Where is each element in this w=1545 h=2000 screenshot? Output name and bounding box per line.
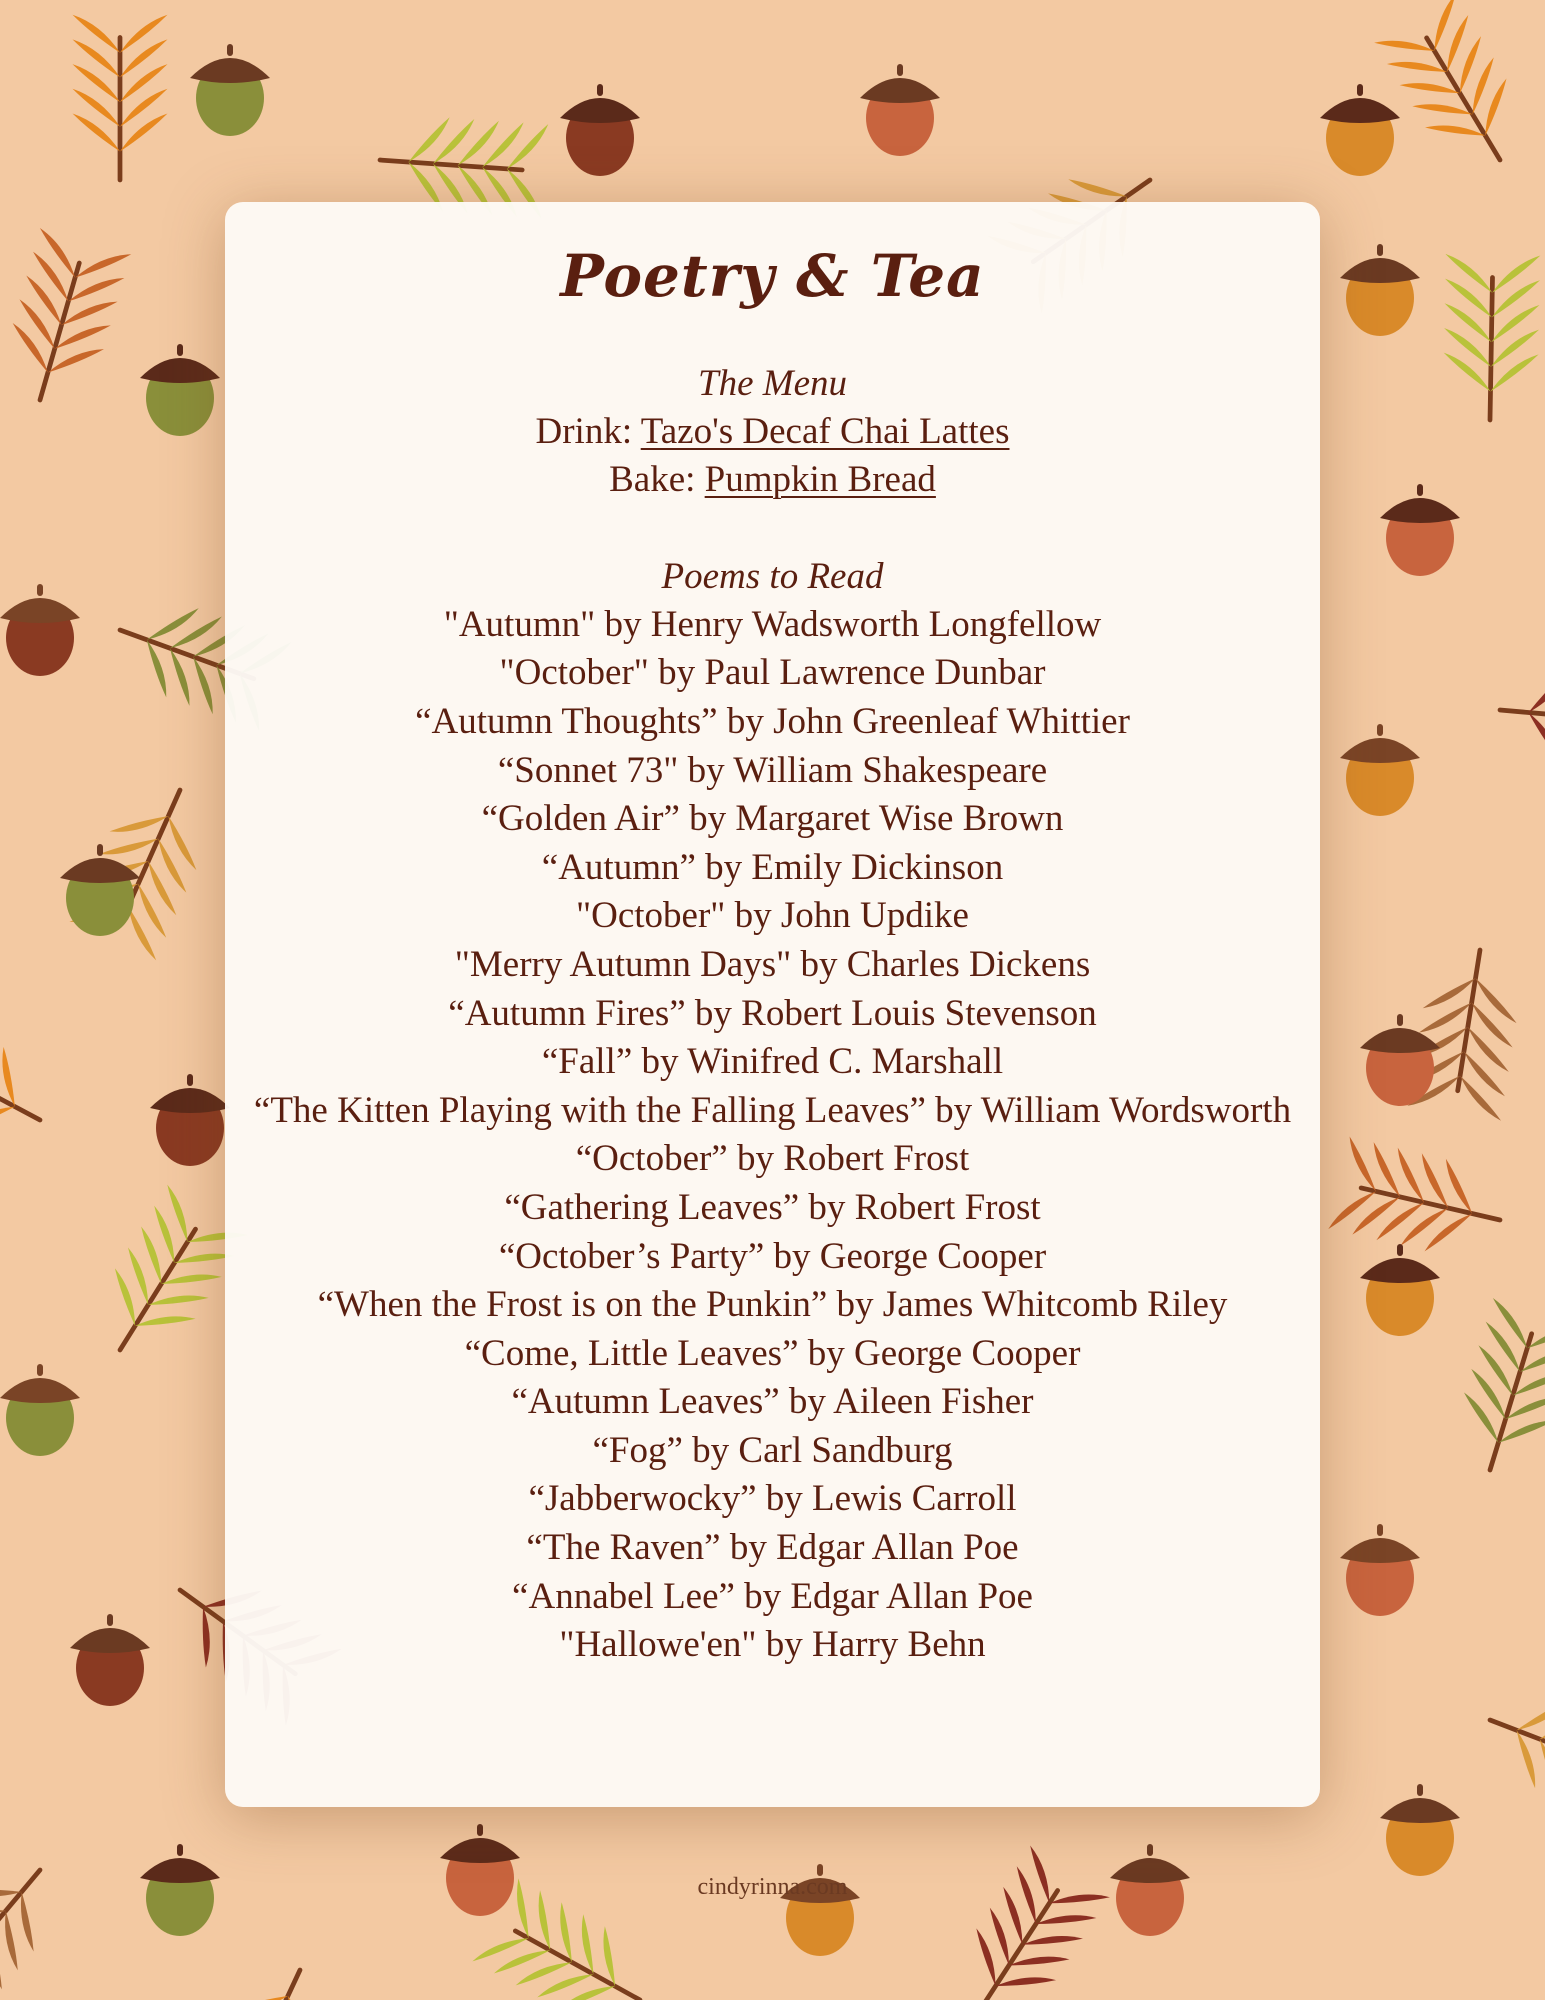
site-footer: cindyrinna.com	[697, 1874, 848, 1900]
menu-card	[225, 202, 1320, 1807]
leaf-branch-icon	[0, 1000, 62, 1161]
acorn-icon	[440, 1824, 520, 1916]
poem-item: "October" by Paul Lawrence Dunbar	[499, 652, 1046, 694]
leaf-branch-icon	[1328, 1137, 1510, 1267]
poem-item: “Fall” by Winifred C. Marshall	[541, 1041, 1004, 1083]
poem-item: “Autumn Fires” by Robert Louis Stevenson	[448, 992, 1097, 1034]
acorn-icon	[1340, 244, 1420, 336]
poem-item: “Autumn Leaves” by Aileen Fisher	[511, 1381, 1034, 1423]
acorn-icon	[560, 84, 640, 176]
acorn-icon	[0, 584, 80, 676]
leaf-branch-icon	[80, 1185, 248, 1376]
poem-item: “October” by Robert Frost	[575, 1138, 970, 1180]
leaf-branch-icon	[1445, 1298, 1545, 1484]
acorn-icon	[190, 44, 270, 136]
acorn-icon	[140, 344, 220, 436]
page-title: Poetry & Tea	[560, 242, 985, 310]
acorn-icon	[60, 844, 140, 936]
leaf-branch-icon	[1473, 1676, 1545, 1824]
leaf-branch-icon	[0, 1839, 76, 2000]
bake-label: Bake:	[609, 459, 705, 501]
poem-item: “Autumn Thoughts” by John Greenleaf Whittier	[415, 700, 1130, 742]
poem-item: “Fog” by Carl Sandburg	[592, 1429, 953, 1471]
leaf-branch-icon	[0, 228, 131, 413]
leaf-branch-icon	[1407, 943, 1527, 1121]
acorn-icon	[1380, 1784, 1460, 1876]
acorn-icon	[150, 1074, 230, 1166]
poem-item: “Jabberwocky” by Lewis Carroll	[528, 1478, 1017, 1520]
poem-item: “The Kitten Playing with the Falling Leaves” by William Wordsworth	[253, 1089, 1292, 1131]
poem-item: “Golden Air” by Margaret Wise Brown	[481, 798, 1064, 840]
acorn-icon	[1340, 1524, 1420, 1616]
acorn-icon	[70, 1614, 150, 1706]
leaf-branch-icon	[73, 15, 168, 180]
acorn-icon	[0, 1364, 80, 1456]
poem-item: "Merry Autumn Days" by Charles Dickens	[454, 943, 1091, 985]
leaf-branch-icon	[1374, 0, 1541, 184]
leaf-branch-icon	[187, 1950, 343, 2000]
poem-item: “Gathering Leaves” by Robert Frost	[504, 1186, 1041, 1228]
acorn-icon	[1360, 1244, 1440, 1336]
card-content	[225, 202, 1320, 1670]
leaf-branch-icon	[1443, 254, 1541, 421]
acorn-icon	[860, 64, 940, 156]
drink-label: Drink:	[535, 410, 641, 452]
bake-line	[225, 456, 1320, 505]
poem-item: "Autumn" by Henry Wadsworth Longfellow	[443, 603, 1102, 645]
poem-item: “The Raven” by Edgar Allan Poe	[526, 1527, 1019, 1569]
bake-link[interactable]: Pumpkin Bread	[704, 459, 936, 501]
poem-item: “Autumn” by Emily Dickinson	[541, 846, 1004, 888]
drink-line	[225, 408, 1320, 457]
poem-item: “Sonnet 73" by William Shakespeare	[497, 749, 1048, 791]
section-spacer	[225, 505, 1320, 553]
leaf-branch-icon	[940, 1845, 1110, 2000]
acorn-icon	[1340, 724, 1420, 816]
poem-item: “Annabel Lee” by Edgar Allan Poe	[512, 1575, 1033, 1617]
poem-list	[243, 601, 1303, 1670]
leaf-branch-icon	[1496, 663, 1545, 772]
poem-item: "Hallowe'en" by Harry Behn	[559, 1624, 986, 1666]
poem-item: “Come, Little Leaves” by George Cooper	[464, 1332, 1081, 1374]
poem-item: “When the Frost is on the Punkin” by James Whitcomb Riley	[317, 1284, 1228, 1326]
menu-heading: The Menu	[698, 362, 847, 404]
acorn-icon	[1380, 484, 1460, 576]
poem-item: "October" by John Updike	[576, 895, 969, 937]
poem-item: “October’s Party” by George Cooper	[498, 1235, 1047, 1277]
drink-link[interactable]: Tazo's Decaf Chai Lattes	[640, 410, 1010, 452]
leaf-branch-icon	[1271, 1982, 1460, 2000]
acorn-icon	[1320, 84, 1400, 176]
poems-heading: Poems to Read	[661, 555, 884, 597]
